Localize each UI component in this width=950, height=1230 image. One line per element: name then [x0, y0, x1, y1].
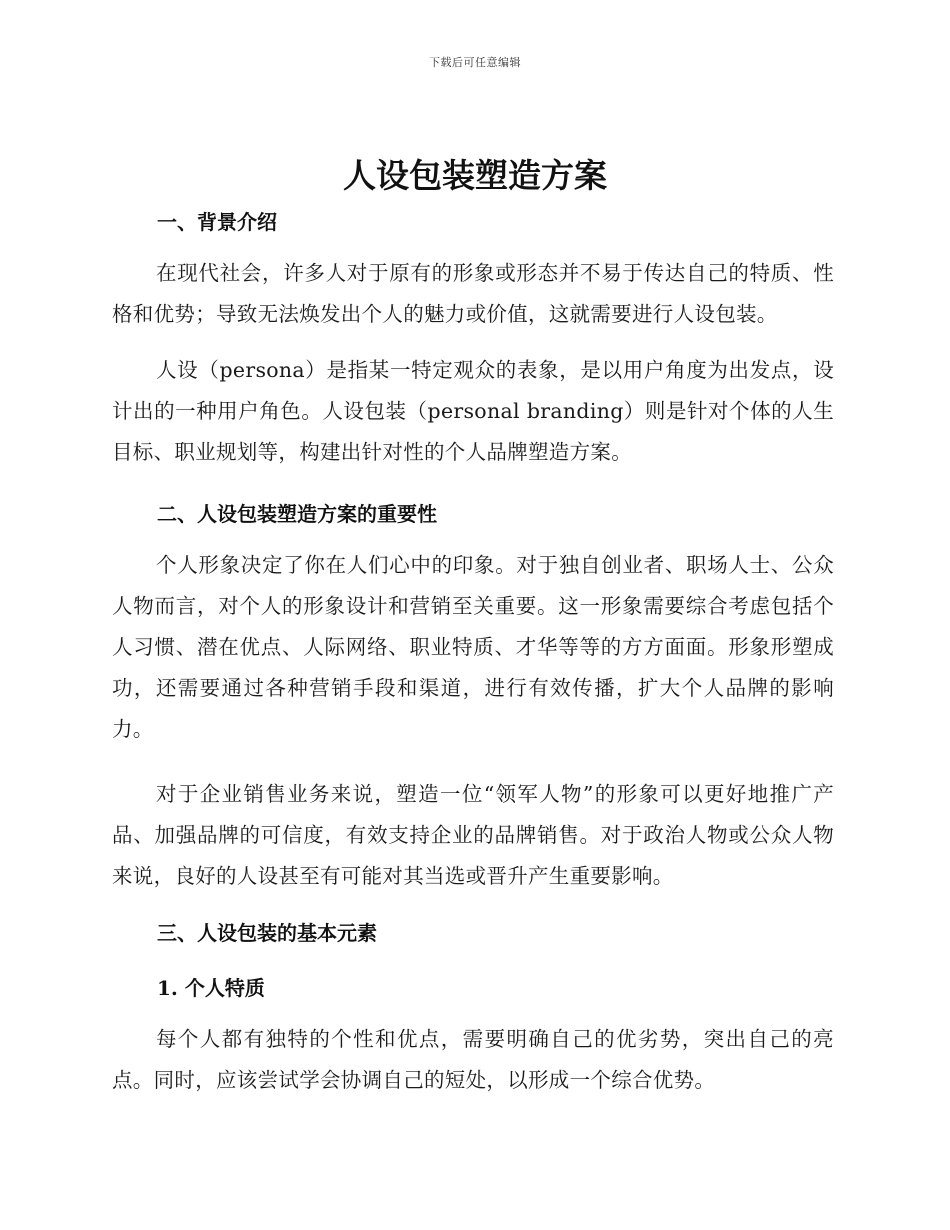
section-heading-background: 一、背景介绍 — [157, 210, 277, 234]
paragraph-background-2: 人设（persona）是指某一特定观众的表象，是以用户角度为出发点，设计出的一种用户角色。人设包装（personal branding）则是针对个体的人生目标、职业规划等，构建出针对性的个人品牌塑造方案。 — [112, 358, 834, 464]
header-note: 下载后可任意编辑 — [429, 56, 521, 69]
paragraph-importance-2: 对于企业销售业务来说，塑造一位“领军人物”的形象可以更好地推广产品、加强品牌的可信度，有效支持企业的品牌销售。对于政治人物或公众人物来说，良好的人设甚至有可能对其当选或晋升产生重要影响。 — [112, 782, 834, 888]
section-heading-elements: 三、人设包装的基本元素 — [157, 921, 377, 945]
paragraph-personal-traits: 每个人都有独特的个性和优点，需要明确自己的优劣势，突出自己的亮点。同时，应该尝试学会协调自己的短处，以形成一个综合优势。 — [112, 1027, 834, 1092]
section-heading-importance: 二、人设包装塑造方案的重要性 — [157, 502, 437, 526]
subheading-personal-traits: 1. 个人特质 — [157, 976, 265, 1000]
paragraph-background-1: 在现代社会，许多人对于原有的形象或形态并不易于传达自己的特质、性格和优势；导致无法焕发出个人的魅力或价值，这就需要进行人设包装。 — [112, 261, 834, 326]
paragraph-importance-1: 个人形象决定了你在人们心中的印象。对于独自创业者、职场人士、公众人物而言，对个人的形象设计和营销至关重要。这一形象需要综合考虑包括个人习惯、潜在优点、人际网络、职业特质、才华等等的方方面面。形象形塑成功，还需要通过各种营销手段和渠道，进行有效传播，扩大个人品牌的影响力。 — [112, 553, 834, 741]
document-title: 人设包装塑造方案 — [343, 156, 607, 195]
